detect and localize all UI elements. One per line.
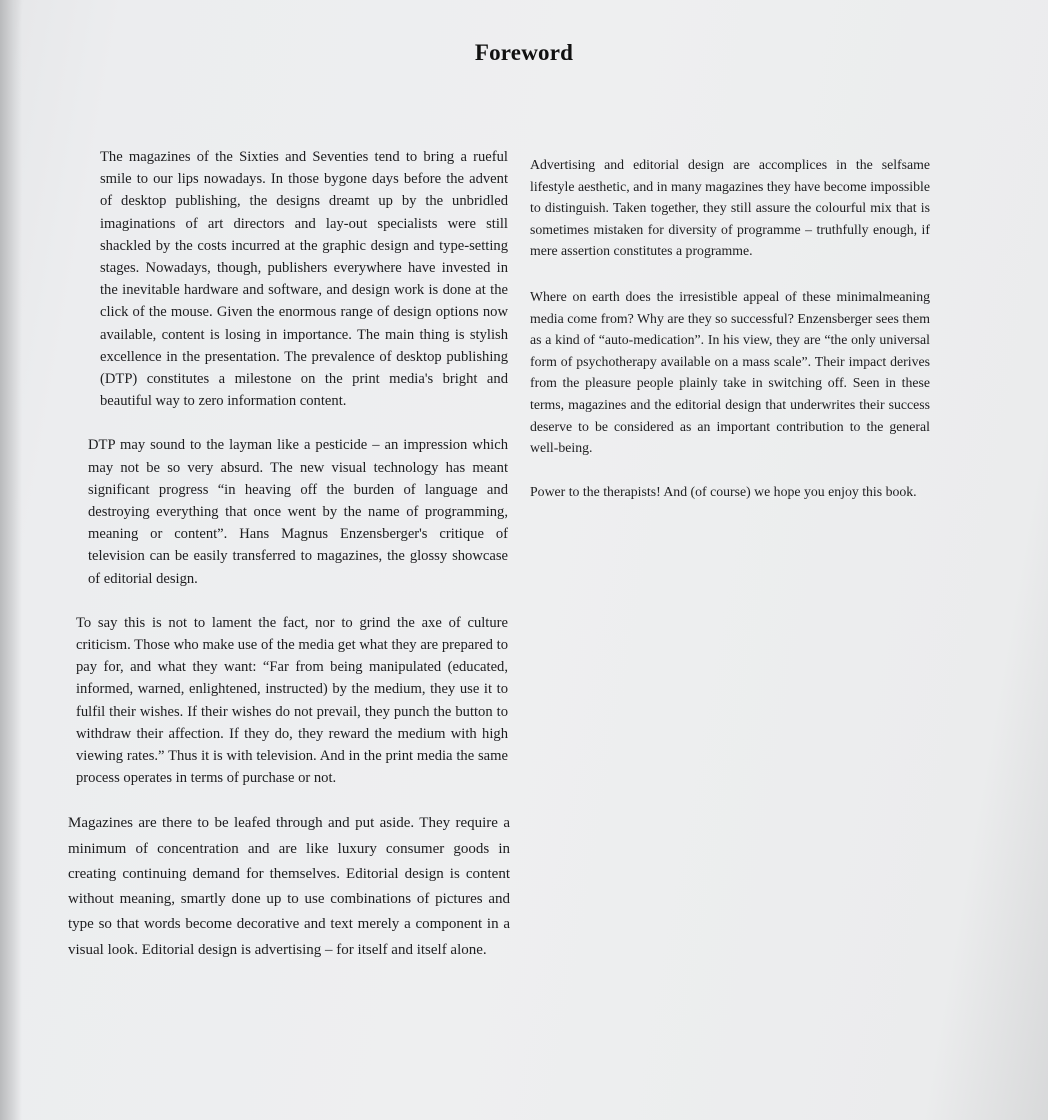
paragraph: Power to the therapists! And (of course) we hope you enjoy this book.: [530, 483, 917, 499]
paragraph: Magazines are there to be leafed through and put aside. They require a minimum of concentration and are like luxury consumer goods in creating continuing demand for themselves. Editorial design is content without meaning, smartly done up to use combinations of pictures and type so that words become decorative and text merely a component in a visual look. Editorial design is advertising – for itself and itself alone.: [68, 815, 510, 958]
paragraph: Where on earth does the irresistible appeal of these minimalmeaning media come from? Why are they so successful? Enzensberger sees them as a kind of “auto-medication”. In his view, they are “the only universal form of psychotherapy available on a mass scale”. Their impact derives from the pleasure people plainly take in switching off. Seen in these terms, magazines and the editorial design that underwrites their success deserve to be considered as an important contribution to the general well-being.: [530, 288, 930, 456]
paragraph: DTP may sound to the layman like a pesticide – an impression which may not be so very absurd. The new visual technology has meant significant progress “in heaving off the burden of language and destroying everything that once went by the name of programming, meaning or content”. Hans Magnus Enzensberger's critique of television can be easily transferred to magazines, the glossy showcase of editorial design.: [88, 437, 508, 587]
page-title: Foreword: [474, 40, 574, 65]
left-column: [70, 146, 510, 985]
paragraph: Advertising and editorial design are accomplices in the selfsame lifestyle aesthetic, and in many magazines they have become impossible to distinguish. Taken together, they still assure the colourful mix that is sometimes mistaken for diversity of programme – truthfully enough, if mere assertion constitutes a programme.: [530, 157, 930, 259]
right-column: [530, 154, 930, 524]
paragraph: To say this is not to lament the fact, nor to grind the axe of culture criticism. Those who make use of the media get what they are prepared to pay for, and what they want: “Far from being manipulated (educated, informed, warned, enlightened, instructed) by the medium, they use it to fulfil their wishes. If their wishes do not prevail, they punch the button to withdraw their affection. If they do, they reward the medium with high viewing rates.” Thus it is with television. And in the print media the same process operates in terms of purchase or not.: [76, 614, 508, 787]
paragraph: The magazines of the Sixties and Seventies tend to bring a rueful smile to our lips nowadays. In those bygone days before the advent of desktop publishing, the designs dreamt up by the unbridled imaginations of art directors and lay-out specialists were still shackled by the costs incurred at the graphic design and type-setting stages. Nowadays, though, publishers everywhere have invested in the inevitable hardware and software, and design work is done at the click of the mouse. Given the enormous range of design options now available, content is losing in importance. The main thing is stylish excellence in the presentation. The prevalence of desktop publishing (DTP) constitutes a milestone on the print media's bright and beautiful way to zero information content.: [100, 149, 508, 410]
